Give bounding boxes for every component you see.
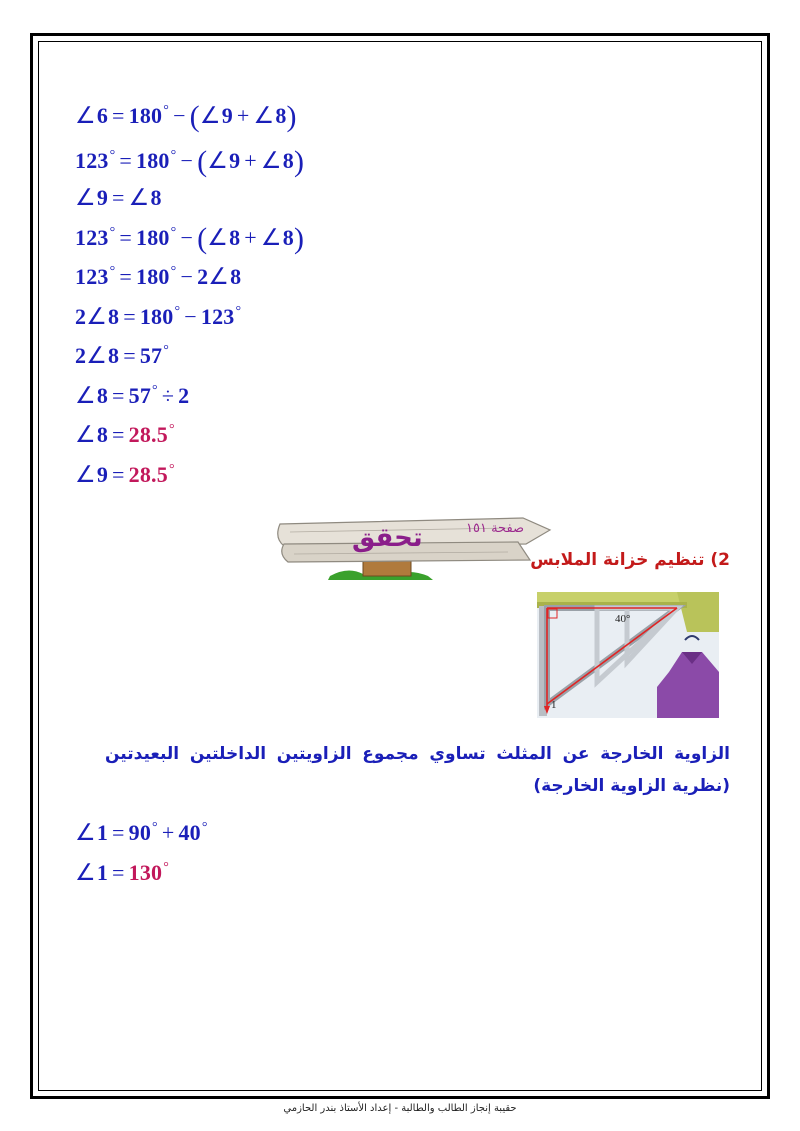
equation-line-10: ∠9 = 28.5° <box>75 462 175 487</box>
equation-line-8: ∠8 = 57° ÷ 2 <box>75 383 190 408</box>
theorem-text: الزاوية الخارجة عن المثلث تساوي مجموع الزاويتين الداخلتين البعيدتين (نظرية الزاوية الخارجة) <box>105 744 730 796</box>
angle-40-label: 40° <box>615 613 631 625</box>
page-footer: حقيبة إنجاز الطالب والطالبة - إعداد الأستاذ بندر الحازمي <box>283 1103 517 1114</box>
equation-line-5: 123° = 180° − 2∠8 <box>75 264 242 289</box>
equation-line-1: ∠6 = 180° − (∠9 + ∠8) <box>75 100 297 133</box>
angle-1-label: 1 <box>551 699 557 711</box>
equation-line-4: 123° = 180° − (∠8 + ∠8) <box>75 222 305 255</box>
equation-line-3: ∠9 = ∠8 <box>75 185 162 210</box>
equation-line-9: ∠8 = 28.5° <box>75 422 175 447</box>
section-title: 2) تنظيم خزانة الملابس <box>530 550 730 570</box>
closet-shelf-photo <box>537 592 719 718</box>
equation-line-7: 2∠8 = 57° <box>75 343 170 368</box>
equation-line-6: 2∠8 = 180° − 123° <box>75 304 242 329</box>
check-sign-label: تحقق <box>352 523 423 553</box>
solution-line-2: ∠1 = 130° <box>75 860 170 885</box>
equation-line-2: 123° = 180° − (∠9 + ∠8) <box>75 145 305 178</box>
solution-line-1: ∠1 = 90° + 40° <box>75 820 208 845</box>
page-reference: صفحة ١٥١ <box>466 521 525 536</box>
